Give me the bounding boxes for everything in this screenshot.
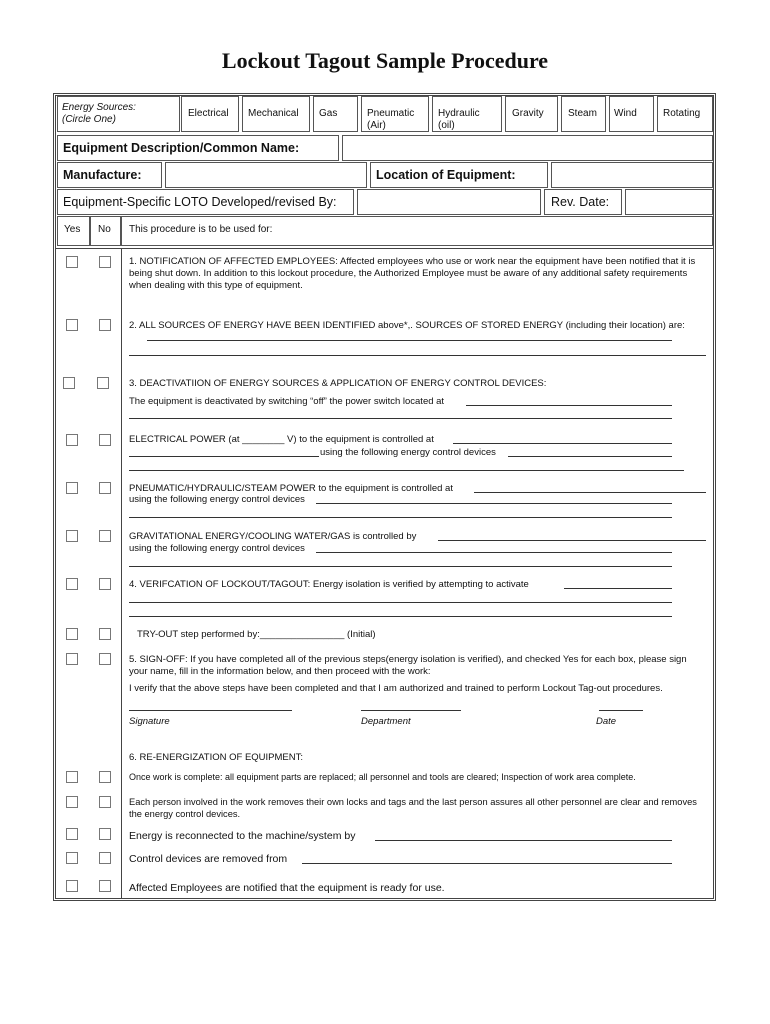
pneumatic-power-text: PNEUMATIC/HYDRAULIC/STEAM POWER to the equipment is controlled at [129, 483, 453, 494]
electrical-devices-input-2[interactable] [129, 470, 684, 471]
no-checkbox-14[interactable] [99, 880, 111, 892]
reconnected-by-input[interactable] [375, 840, 672, 841]
rev-date-label-cell [544, 189, 622, 215]
energy-sources-label: Energy Sources: [62, 102, 136, 113]
energy-option-label: Pneumatic [367, 108, 415, 119]
no-checkbox-12[interactable] [99, 828, 111, 840]
no-checkbox-3[interactable] [97, 377, 109, 389]
energy-option-label: Rotating [663, 108, 701, 119]
step-5-text: 5. SIGN-OFF: If you have completed all of the previous steps(energy isolation is verified), and checked Yes for each box, please sign your name, fill in the information below, and then proceed with the work: [129, 654, 687, 677]
department-label: Department [361, 716, 411, 727]
no-checkbox-2[interactable] [99, 319, 111, 331]
column-divider [121, 248, 122, 899]
electrical-devices-prefix-input[interactable] [129, 456, 319, 457]
no-checkbox-5[interactable] [99, 482, 111, 494]
intro-cell [121, 216, 713, 246]
electrical-devices-input[interactable] [508, 456, 672, 457]
step-3-line: The equipment is deactivated by switching “off” the power switch located at [129, 396, 445, 407]
yes-checkbox-6[interactable] [66, 530, 78, 542]
no-checkbox-7[interactable] [99, 578, 111, 590]
energy-option-electrical[interactable] [181, 96, 239, 132]
verification-input[interactable] [564, 588, 672, 589]
stored-energy-input-2[interactable] [129, 355, 706, 356]
energy-option-gravity[interactable] [505, 96, 558, 132]
energy-option-label: Hydraulic [438, 108, 480, 119]
step-4-text: 4. VERIFCATION OF LOCKOUT/TAGOUT: Energy isolation is verified by attempting to activate [129, 579, 529, 590]
stored-energy-input[interactable] [147, 340, 672, 341]
step-1-text: 1. NOTIFICATION OF AFFECTED EMPLOYEES: Affected employees who use or work near the equipment have been notified that it is being shut down. In addition to this lockout procedure, the Authorized Employee must be aware of any additional safety requirements when dealing with this type of equipment. [129, 256, 696, 291]
no-checkbox-13[interactable] [99, 852, 111, 864]
yes-checkbox-3[interactable] [63, 377, 75, 389]
no-checkbox-4[interactable] [99, 434, 111, 446]
location-label: Location of Equipment: [376, 168, 516, 182]
energy-option-steam[interactable] [561, 96, 606, 132]
verify-statement: I verify that the above steps have been completed and that I am authorized and trained to perform Lockout Tag-out procedures. [129, 683, 663, 694]
step-6-b: Each person involved in the work removes their own locks and tags and the last person assures all other personnel are clear and removes the energy control devices. [129, 797, 697, 819]
pneumatic-devices-input-2[interactable] [129, 517, 672, 518]
yes-checkbox-1[interactable] [66, 256, 78, 268]
step-6-a: Once work is complete: all equipment parts are replaced; all personnel and tools are cleared; Inspection of work area complete. [129, 772, 636, 782]
location-input[interactable] [551, 162, 713, 188]
loto-developed-label: Equipment-Specific LOTO Developed/revised By: [63, 195, 337, 209]
no-checkbox-9[interactable] [99, 653, 111, 665]
no-checkbox-6[interactable] [99, 530, 111, 542]
step-2-text: 2. ALL SOURCES OF ENERGY HAVE BEEN IDENTIFIED above*,. SOURCES OF STORED ENERGY (including their location) are: [129, 320, 685, 331]
electrical-devices-text: using the following energy control devices [320, 447, 496, 458]
gravity-devices-input[interactable] [316, 552, 672, 553]
electrical-power-text: ELECTRICAL POWER (at ________ V) to the equipment is controlled at [129, 434, 434, 445]
energy-option-pneumatic[interactable] [361, 96, 429, 132]
manufacture-input[interactable] [165, 162, 367, 188]
energy-sources-label-cell [57, 96, 180, 132]
gravity-controlled-input[interactable] [438, 540, 706, 541]
energy-option-label: Mechanical [248, 108, 299, 119]
divider [55, 248, 714, 249]
step-6-c: Energy is reconnected to the machine/system by [129, 830, 356, 842]
no-checkbox-8[interactable] [99, 628, 111, 640]
no-header-cell [90, 216, 121, 246]
date-label: Date [596, 716, 617, 727]
gravity-energy-text: GRAVITATIONAL ENERGY/COOLING WATER/GAS is controlled by [129, 531, 417, 542]
devices-removed-input[interactable] [302, 863, 672, 864]
gravity-devices-input-2[interactable] [129, 566, 672, 567]
equipment-description-label-cell [57, 135, 339, 161]
yes-header-cell [57, 216, 90, 246]
pneumatic-devices-text: using the following energy control devices [129, 494, 305, 505]
energy-sources-hint: (Circle One) [62, 114, 116, 125]
page-title: Lockout Tagout Sample Procedure [221, 48, 549, 73]
yes-checkbox-14[interactable] [66, 880, 78, 892]
yes-checkbox-13[interactable] [66, 852, 78, 864]
electrical-controlled-input[interactable] [453, 443, 672, 444]
energy-option-label: Gravity [512, 108, 544, 119]
energy-option-wind[interactable] [609, 96, 654, 132]
energy-option-sub: (Air) [367, 120, 386, 131]
yes-checkbox-10[interactable] [66, 771, 78, 783]
manufacture-label-cell [57, 162, 162, 188]
yes-checkbox-12[interactable] [66, 828, 78, 840]
energy-option-hydraulic[interactable] [432, 96, 502, 132]
rev-date-label: Rev. Date: [551, 195, 610, 209]
signature-input[interactable] [129, 710, 292, 711]
rev-date-input[interactable] [625, 189, 713, 215]
department-input[interactable] [361, 710, 461, 711]
energy-option-label: Gas [319, 108, 338, 119]
step-3-title: 3. DEACTIVATIION OF ENERGY SOURCES & APPLICATION OF ENERGY CONTROL DEVICES: [129, 378, 547, 389]
verification-input-3[interactable] [129, 616, 672, 617]
location-label-cell [370, 162, 548, 188]
loto-developed-input[interactable] [357, 189, 541, 215]
signature-label: Signature [129, 716, 170, 727]
no-checkbox-10[interactable] [99, 771, 111, 783]
yes-checkbox-8[interactable] [66, 628, 78, 640]
power-switch-location-input[interactable] [466, 405, 672, 406]
equipment-description-input[interactable] [342, 135, 713, 161]
tryout-text: TRY-OUT step performed by:________________ (Initial) [137, 629, 376, 640]
no-header: No [98, 224, 111, 235]
step-6-d: Control devices are removed from [129, 853, 288, 865]
energy-option-rotating[interactable] [657, 96, 713, 132]
no-checkbox-11[interactable] [99, 796, 111, 808]
verification-input-2[interactable] [129, 602, 672, 603]
intro-text: This procedure is to be used for: [129, 224, 273, 235]
date-input[interactable] [599, 710, 643, 711]
equipment-description-label: Equipment Description/Common Name: [63, 141, 300, 155]
energy-option-gas[interactable] [313, 96, 358, 132]
energy-option-sub: (oil) [438, 120, 455, 131]
energy-option-label: Wind [614, 108, 637, 119]
manufacture-label: Manufacture: [63, 168, 142, 182]
yes-header: Yes [64, 224, 81, 235]
yes-checkbox-5[interactable] [66, 482, 78, 494]
pneumatic-controlled-input[interactable] [474, 492, 706, 493]
energy-option-label: Electrical [188, 108, 229, 119]
yes-checkbox-2[interactable] [66, 319, 78, 331]
yes-checkbox-4[interactable] [66, 434, 78, 446]
energy-option-mechanical[interactable] [242, 96, 310, 132]
energy-option-label: Steam [568, 108, 597, 119]
step-6-e: Affected Employees are notified that the equipment is ready for use. [129, 882, 445, 894]
loto-developed-label-cell [57, 189, 354, 215]
step-6-title: 6. RE-ENERGIZATION OF EQUIPMENT: [129, 752, 304, 763]
no-checkbox-1[interactable] [99, 256, 111, 268]
yes-checkbox-11[interactable] [66, 796, 78, 808]
power-switch-location-input-2[interactable] [129, 418, 672, 419]
yes-checkbox-7[interactable] [66, 578, 78, 590]
yes-checkbox-9[interactable] [66, 653, 78, 665]
pneumatic-devices-input[interactable] [316, 503, 672, 504]
gravity-devices-text: using the following energy control devices [129, 543, 305, 554]
